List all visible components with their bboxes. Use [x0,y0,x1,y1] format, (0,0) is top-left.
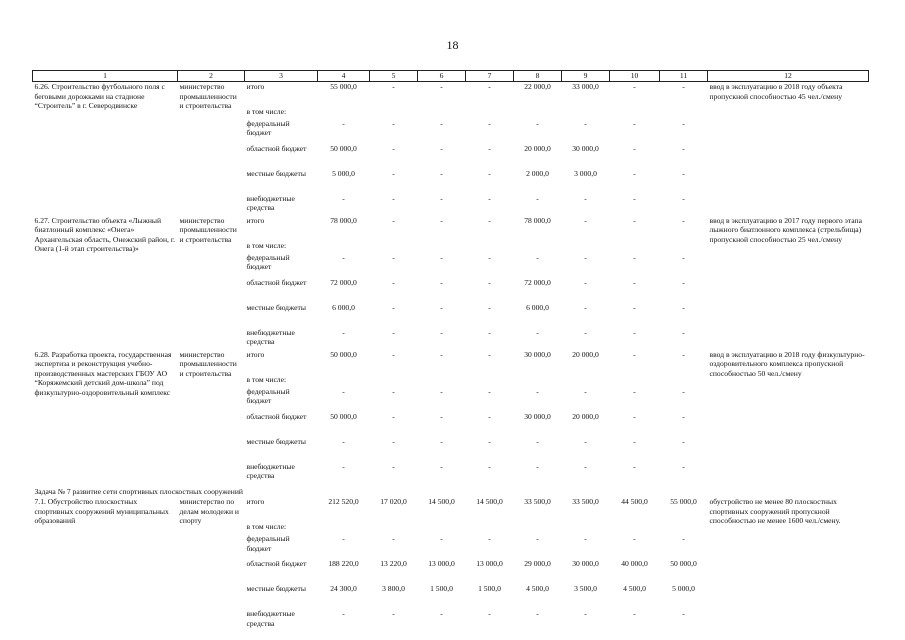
amount-cell: - [584,193,587,203]
amount-cell: - [488,461,491,471]
amount-cell: - [392,193,395,203]
funding-source-label: внебюджетные средства [246,609,295,628]
amount-cell: - [392,168,395,178]
amount-cell: 13 220,0 [380,559,407,568]
amount-cell: - [682,215,685,225]
amount-cell [514,522,562,534]
amount-cell: 50 000,0 [330,411,357,421]
funding-source-label: областной бюджет [246,143,307,153]
column-header: 12 [708,71,869,82]
amount-cell [370,241,418,253]
funding-source-label: местные бюджеты [246,168,306,178]
amount-cell: - [682,436,685,446]
funding-source-label: итого [246,497,265,506]
funding-source-label: итого [246,82,265,91]
amount-cell: - [633,82,636,91]
amount-cell: - [633,436,636,446]
funding-source-label: внебюджетные средства [246,193,295,212]
amount-cell: - [682,349,685,359]
amount-cell: 30 000,0 [524,411,551,421]
amount-cell: - [392,252,395,262]
amount-cell: 33 500,0 [524,497,551,506]
column-header: 3 [245,71,318,82]
amount-cell: - [488,534,491,543]
expected-result: обустройство не менее 80 плоскостных спортивных сооружений пропускной способностью не менее 1600 чел./смену. [709,497,841,525]
amount-cell: 24 300,0 [330,584,357,593]
amount-cell [660,107,708,119]
amount-cell [318,375,370,387]
measure-title: 6.28. Разработка проекта, государственная экспертиза и реконструкция учебно-производственных мастерских ГБОУ АО “Коряжемский детский дом-школа” под физкультурно-оздоровительный комплекс [34,349,172,397]
funding-source-label: в том числе: [246,374,287,384]
task-heading: Задача № 7 развитие сети спортивных плоскостных сооружений [34,486,243,496]
amount-cell: 4 500,0 [526,584,549,593]
amount-cell [660,522,708,534]
amount-cell: - [584,252,587,262]
amount-cell: - [584,327,587,337]
amount-cell: - [584,386,587,396]
executor-cell: министерство по делам молодежи и спорту [179,497,239,525]
amount-cell: - [488,143,491,153]
amount-cell: 13 000,0 [476,559,503,568]
column-header: 4 [318,71,370,82]
amount-cell: - [440,411,443,421]
amount-cell: - [682,252,685,262]
amount-cell: - [488,386,491,396]
amount-cell [466,522,514,534]
amount-cell: - [633,118,636,128]
column-number-row [33,71,869,82]
amount-cell: - [682,609,685,618]
amount-cell: - [682,82,685,91]
amount-cell: - [342,436,345,446]
amount-cell: - [392,411,395,421]
amount-cell: - [440,215,443,225]
amount-cell: - [440,82,443,91]
amount-cell: - [488,411,491,421]
amount-cell: - [440,193,443,203]
amount-cell: - [440,302,443,312]
task-heading-row [33,484,869,498]
amount-cell: - [342,118,345,128]
amount-cell: - [584,118,587,128]
amount-cell: - [392,327,395,337]
amount-cell: - [682,118,685,128]
measure-title: 7.1. Обустройство плоскостных спортивных сооружений муниципальных образований [34,497,169,525]
amount-cell [660,375,708,387]
amount-cell: - [488,277,491,287]
column-header: 2 [178,71,245,82]
amount-cell: - [342,327,345,337]
amount-cell: - [682,193,685,203]
expected-result: ввод в эксплуатацию в 2018 году физкультурно-оздоровительного комплекса пропускной способностью 50 чел./смену [709,349,865,378]
table-row [33,216,869,241]
amount-cell: - [392,436,395,446]
amount-cell: - [392,118,395,128]
amount-cell: - [584,302,587,312]
funding-source-label: федеральный бюджет [246,118,290,137]
amount-cell: - [682,168,685,178]
amount-cell [466,375,514,387]
amount-cell [610,375,660,387]
column-header: 5 [370,71,418,82]
amount-cell: - [633,302,636,312]
amount-cell: - [488,327,491,337]
amount-cell: - [633,168,636,178]
measure-title: 6.27. Строительство объекта «Лыжный биатлонный комплекс «Онега» Архангельская область, Онежский район, г. Онега (1-й этап строительства)» [34,215,175,253]
amount-cell: 30 000,0 [572,559,599,568]
amount-cell: - [440,461,443,471]
funding-source-label: итого [246,349,265,359]
amount-cell [562,522,610,534]
table-row [33,82,869,107]
amount-cell: - [682,411,685,421]
amount-cell: - [633,461,636,471]
amount-cell: - [633,411,636,421]
column-header: 10 [610,71,660,82]
amount-cell: 29 000,0 [524,559,551,568]
amount-cell: 72 000,0 [330,277,357,287]
amount-cell: - [440,436,443,446]
funding-source-label: в том числе: [246,240,287,250]
amount-cell: 188 220,0 [328,559,359,568]
amount-cell: - [488,168,491,178]
expected-result: ввод в эксплуатацию в 2017 году первого этапа лыжного биатлонного комплекса (стрельбища) пропускной способностью 25 чел./смену [709,215,862,244]
amount-cell: - [392,461,395,471]
page-number: 18 [446,38,459,52]
amount-cell: - [488,118,491,128]
amount-cell: - [488,193,491,203]
amount-cell: 6 000,0 [526,302,549,312]
amount-cell: - [440,143,443,153]
funding-source-label: внебюджетные средства [246,461,295,480]
amount-cell [318,107,370,119]
amount-cell: - [536,327,539,337]
amount-cell: 50 000,0 [330,349,357,359]
funding-source-label: местные бюджеты [246,436,306,446]
column-header: 6 [418,71,466,82]
amount-cell: - [342,534,345,543]
funding-source-label: областной бюджет [246,277,307,287]
amount-cell: - [633,386,636,396]
amount-cell: - [440,386,443,396]
amount-cell: - [584,534,587,543]
amount-cell: 5 000,0 [672,584,695,593]
amount-cell [610,241,660,253]
amount-cell: 33 000,0 [572,82,599,91]
amount-cell: - [392,215,395,225]
table-row [33,350,869,375]
funding-source-label: внебюджетные средства [246,327,295,346]
amount-cell: - [584,277,587,287]
amount-cell: 22 000,0 [524,82,551,91]
amount-cell: - [536,193,539,203]
amount-cell: 78 000,0 [524,215,551,225]
column-header: 1 [33,71,178,82]
amount-cell: - [536,252,539,262]
amount-cell [466,107,514,119]
amount-cell: 13 000,0 [428,559,455,568]
funding-source-label: федеральный бюджет [246,534,290,553]
amount-cell [370,522,418,534]
amount-cell: - [633,215,636,225]
amount-cell: - [392,277,395,287]
amount-cell: 55 000,0 [670,497,697,506]
amount-cell [370,375,418,387]
amount-cell: - [633,349,636,359]
amount-cell [562,375,610,387]
amount-cell: - [440,118,443,128]
amount-cell: 14 500,0 [476,497,503,506]
amount-cell: 50 000,0 [330,143,357,153]
amount-cell: 20 000,0 [572,411,599,421]
measure-title: 6.26. Строительство футбольного поля с беговыми дорожками на стадионе “Строитель” в г. Северодвинске [34,82,165,110]
executor-cell: министерство промышленности и строительства [179,349,237,378]
amount-cell: - [682,461,685,471]
amount-cell: - [682,277,685,287]
amount-cell: 44 500,0 [621,497,648,506]
amount-cell: - [536,534,539,543]
amount-cell: - [440,327,443,337]
funding-source-label: областной бюджет [246,559,307,568]
amount-cell: 72 000,0 [524,277,551,287]
amount-cell: 33 500,0 [572,497,599,506]
amount-cell: 2 000,0 [526,168,549,178]
amount-cell: 14 500,0 [428,497,455,506]
amount-cell: - [488,609,491,618]
amount-cell: - [488,215,491,225]
amount-cell: 30 000,0 [524,349,551,359]
column-header: 7 [466,71,514,82]
funding-source-label: местные бюджеты [246,584,306,593]
amount-cell: - [488,436,491,446]
amount-cell [418,241,466,253]
amount-cell: - [392,386,395,396]
amount-cell: - [392,609,395,618]
amount-cell: - [633,252,636,262]
amount-cell: - [682,327,685,337]
amount-cell: - [440,609,443,618]
amount-cell: - [488,252,491,262]
amount-cell: - [342,252,345,262]
amount-cell: - [584,609,587,618]
amount-cell: - [584,436,587,446]
funding-source-label: итого [246,215,265,225]
amount-cell [418,522,466,534]
amount-cell [466,241,514,253]
amount-cell: - [633,609,636,618]
funding-source-label: в том числе: [246,522,287,531]
amount-cell: 1 500,0 [430,584,453,593]
table-row [33,497,869,522]
amount-cell: - [342,461,345,471]
funding-source-label: федеральный бюджет [246,252,290,271]
funding-source-label: местные бюджеты [246,302,306,312]
amount-cell [562,241,610,253]
amount-cell [660,241,708,253]
amount-cell: - [633,534,636,543]
amount-cell: 212 520,0 [328,497,359,506]
amount-cell: - [440,277,443,287]
amount-cell: - [584,461,587,471]
amount-cell: - [633,327,636,337]
amount-cell [514,107,562,119]
amount-cell: 78 000,0 [330,215,357,225]
amount-cell: - [392,302,395,312]
amount-cell: - [682,143,685,153]
amount-cell: - [536,386,539,396]
amount-cell: - [392,349,395,359]
amount-cell: - [342,193,345,203]
amount-cell [514,241,562,253]
executor-cell: министерство промышленности и строительства [179,215,237,244]
amount-cell [418,107,466,119]
amount-cell: 5 000,0 [332,168,355,178]
budget-table [32,70,869,631]
column-header: 11 [660,71,708,82]
amount-cell: - [682,534,685,543]
column-header: 9 [562,71,610,82]
amount-cell: 3 500,0 [574,584,597,593]
column-header: 8 [514,71,562,82]
amount-cell: 20 000,0 [572,349,599,359]
funding-source-label: областной бюджет [246,411,307,421]
amount-cell [514,375,562,387]
amount-cell: 40 000,0 [621,559,648,568]
funding-source-label: федеральный бюджет [246,386,290,405]
amount-cell: - [488,82,491,91]
amount-cell: - [440,534,443,543]
amount-cell: - [536,609,539,618]
amount-cell: - [633,277,636,287]
amount-cell: 20 000,0 [524,143,551,153]
amount-cell: - [682,386,685,396]
amount-cell: - [488,302,491,312]
amount-cell: - [440,349,443,359]
amount-cell: - [536,118,539,128]
amount-cell: 50 000,0 [670,559,697,568]
amount-cell: 30 000,0 [572,143,599,153]
amount-cell [610,522,660,534]
amount-cell [610,107,660,119]
amount-cell: - [536,436,539,446]
amount-cell: - [440,252,443,262]
amount-cell [318,241,370,253]
amount-cell: - [342,386,345,396]
amount-cell [562,107,610,119]
amount-cell: 6 000,0 [332,302,355,312]
amount-cell: 17 020,0 [380,497,407,506]
amount-cell: 1 500,0 [478,584,501,593]
funding-source-label: в том числе: [246,106,287,116]
amount-cell: 55 000,0 [330,82,357,91]
amount-cell: 4 500,0 [623,584,646,593]
amount-cell: - [392,82,395,91]
amount-cell [370,107,418,119]
amount-cell [418,375,466,387]
amount-cell: - [536,461,539,471]
amount-cell: - [342,609,345,618]
amount-cell: - [488,349,491,359]
amount-cell: - [392,143,395,153]
amount-cell: - [682,302,685,312]
amount-cell: - [633,193,636,203]
amount-cell: 3 800,0 [382,584,405,593]
expected-result: ввод в эксплуатацию в 2018 году объекта пропускной способностью 45 чел./смену [709,82,843,101]
amount-cell: - [584,215,587,225]
executor-cell: министерство промышленности и строительства [179,82,237,110]
amount-cell: - [440,168,443,178]
amount-cell: - [633,143,636,153]
amount-cell: 3 000,0 [574,168,597,178]
amount-cell [318,522,370,534]
amount-cell: - [392,534,395,543]
